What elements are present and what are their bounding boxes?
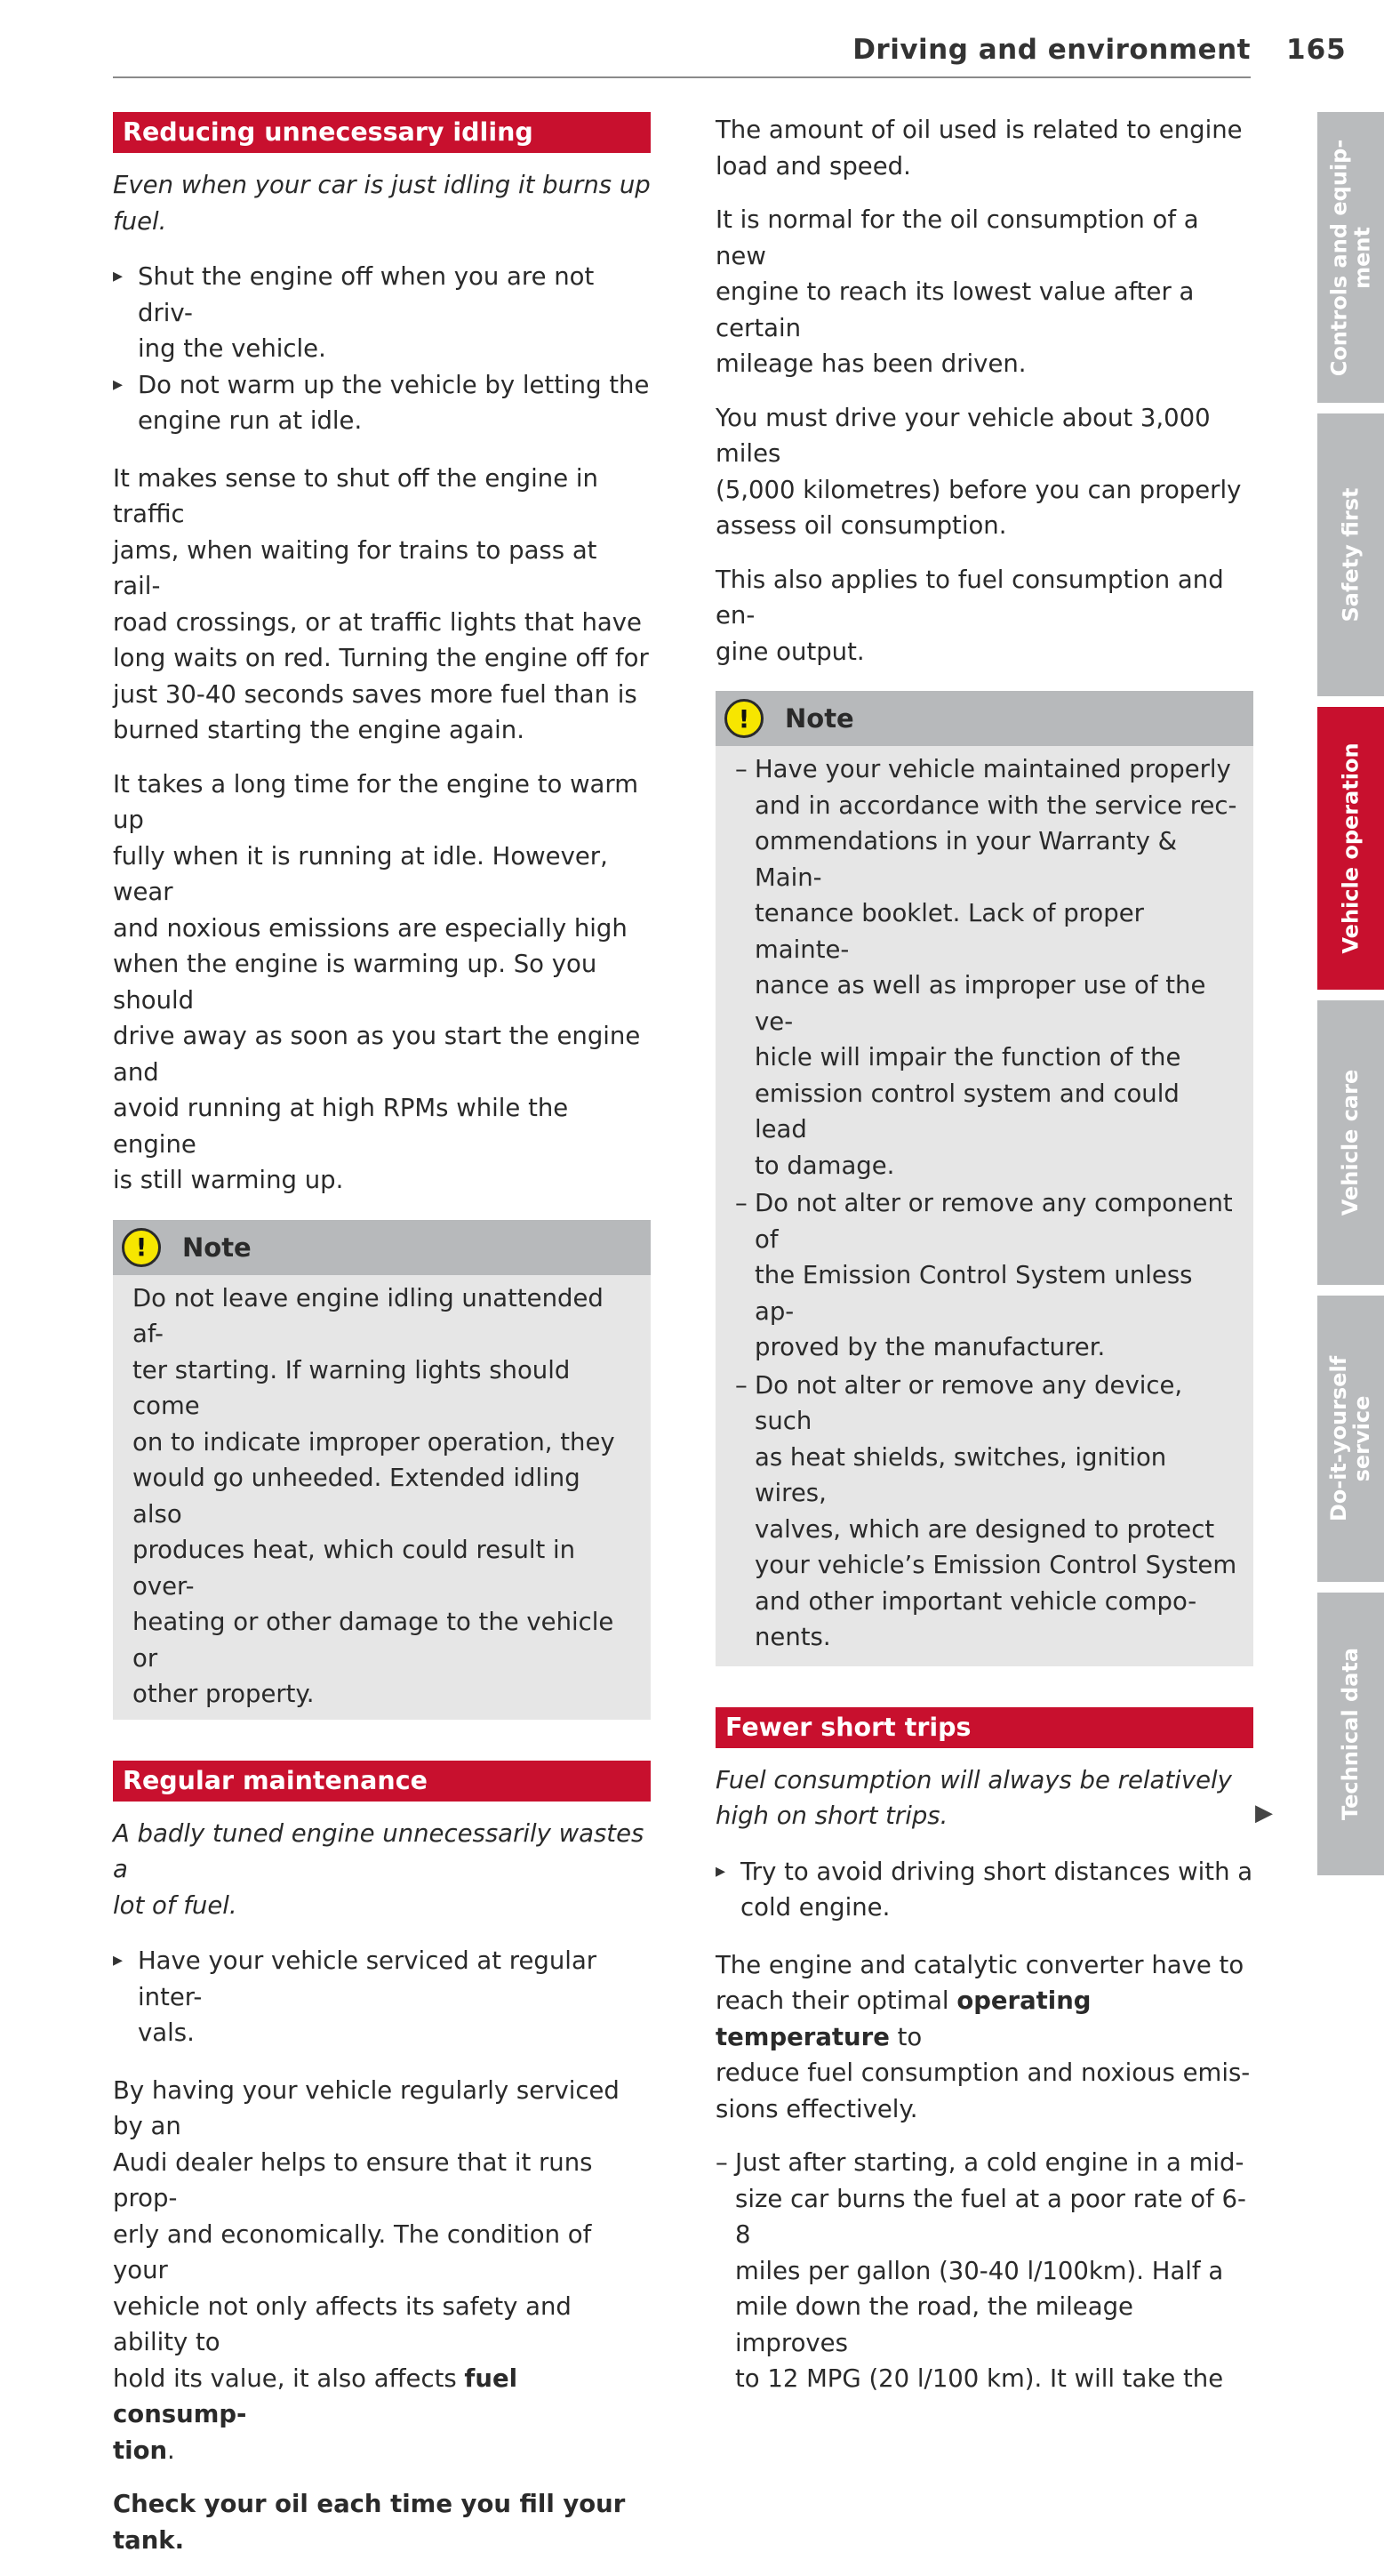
oil-check-reminder: Check your oil each time you fill your tank. [113, 2490, 626, 2555]
maintenance-instructions [113, 1943, 651, 2051]
note-body: Do not leave engine idling unattended af- ter starting. If warning lights should come on to indicate improper operation, they would go unheeded. Extended idling also produces heat, which could result in over- heating or other damage to the vehicle or other property. [132, 1283, 615, 1708]
section-heading-maintenance: Regular maintenance [113, 1761, 651, 1802]
tab-do-it-yourself-service[interactable]: Do-it-yourself service [1317, 1296, 1384, 1582]
instruction-item: ▸ Try to avoid driving short distances with a cold engine. [716, 1854, 1253, 1926]
chapter-title: Driving and environment [852, 34, 1251, 66]
oil-paragraph-2: It is normal for the oil consumption of a new engine to reach its lowest value after a certain mileage has been driven. [716, 205, 1199, 378]
note-header [716, 691, 1253, 746]
note-item: – Do not alter or remove any device, such as heat shields, switches, ignition wires, valves, which are designed to protect your vehicle’s Emission Control System and other important vehicle compo- nents. [735, 1368, 1239, 1656]
tab-vehicle-care[interactable]: Vehicle care [1317, 1000, 1384, 1285]
short-trips-details [716, 2145, 1253, 2397]
oil-paragraph-1: The amount of oil used is related to engine load and speed. [716, 116, 1243, 181]
tab-safety-first[interactable]: Safety first [1317, 413, 1384, 696]
running-header [113, 34, 1251, 78]
left-column [113, 112, 651, 2576]
maintenance-intro: A badly tuned engine unnecessarily wastes a lot of fuel. [113, 1818, 644, 1920]
note-item: – Have your vehicle maintained properly and in accordance with the service rec- ommendations in your Warranty & Main- tenance booklet. Lack of proper mainte- nance as well as improper use of the ve- hicle will impair the function of the emission control system and could lead to damage. [735, 751, 1239, 1184]
right-column [716, 112, 1253, 2399]
tab-technical-data[interactable]: Technical data [1317, 1593, 1384, 1875]
continue-arrow-icon: ▶ [1255, 1800, 1273, 1826]
note-item: – Do not alter or remove any component of the Emission Control System unless ap- proved by the manufacturer. [735, 1185, 1239, 1366]
detail-item: – Just after starting, a cold engine in a mid- size car burns the fuel at a poor rate of 6-8 miles per gallon (30-40 l/100km). Half a mile down the road, the mileage improves to 12 MPG (20 l/100 km). It will take the [716, 2145, 1253, 2397]
note-body [716, 746, 1253, 1666]
oil-paragraph-4: This also applies to fuel consumption and en- gine output. [716, 565, 1224, 666]
section-heading-idling: Reducing unnecessary idling [113, 112, 651, 153]
idling-paragraph-1: It makes sense to shut off the engine in traffic jams, when waiting for trains to pass at rail- road crossings, or at traffic lights that have long waits on red. Turning the engine off for just 30-40 seconds saves more fuel than is burned starting the engine again. [113, 463, 649, 744]
note-title: Note [182, 1232, 252, 1263]
short-trips-intro: Fuel consumption will always be relatively high on short trips. [716, 1765, 1232, 1830]
note-box-idling [113, 1220, 651, 1720]
instruction-item: ▸ Have your vehicle serviced at regular inter- vals. [113, 1943, 651, 2051]
short-trips-instructions [716, 1854, 1253, 1926]
warning-icon: ! [724, 699, 764, 738]
instruction-item: ▸ Shut the engine off when you are not driv- ing the vehicle. [113, 259, 651, 367]
maintenance-paragraph: By having your vehicle regularly serviced by an Audi dealer helps to ensure that it runs prop- erly and economically. The condition of your vehicle not only affects its safety and ability to hold its value, it also affects fuel consump- tion. [113, 2075, 620, 2465]
oil-paragraph-3: You must drive your vehicle about 3,000 miles (5,000 kilometres) before you can properly assess oil consumption. [716, 403, 1242, 540]
short-trips-paragraph: The engine and catalytic converter have to reach their optimal operating temperature to reduce fuel consumption and noxious emis- sions effectively. [716, 1950, 1251, 2123]
idling-intro: Even when your car is just idling it burns up fuel. [113, 171, 651, 236]
instruction-item: ▸ Do not warm up the vehicle by letting the engine run at idle. [113, 367, 651, 439]
idling-paragraph-2: It takes a long time for the engine to warm up fully when it is running at idle. However, wear and noxious emissions are especially high when the engine is warming up. So you should drive away as soon as you start the engine and avoid running at high RPMs while the engine is still warming up. [113, 769, 641, 1194]
idling-instructions [113, 259, 651, 439]
page-number: 165 [1286, 34, 1347, 66]
note-box-emissions [716, 691, 1253, 1666]
tab-controls-and-equipment[interactable]: Controls and equip- ment [1317, 112, 1384, 403]
warning-icon: ! [122, 1228, 161, 1267]
section-heading-short-trips: Fewer short trips [716, 1707, 1253, 1748]
tab-vehicle-operation[interactable]: Vehicle operation [1317, 707, 1384, 990]
note-header [113, 1220, 651, 1275]
note-title: Note [785, 703, 854, 734]
